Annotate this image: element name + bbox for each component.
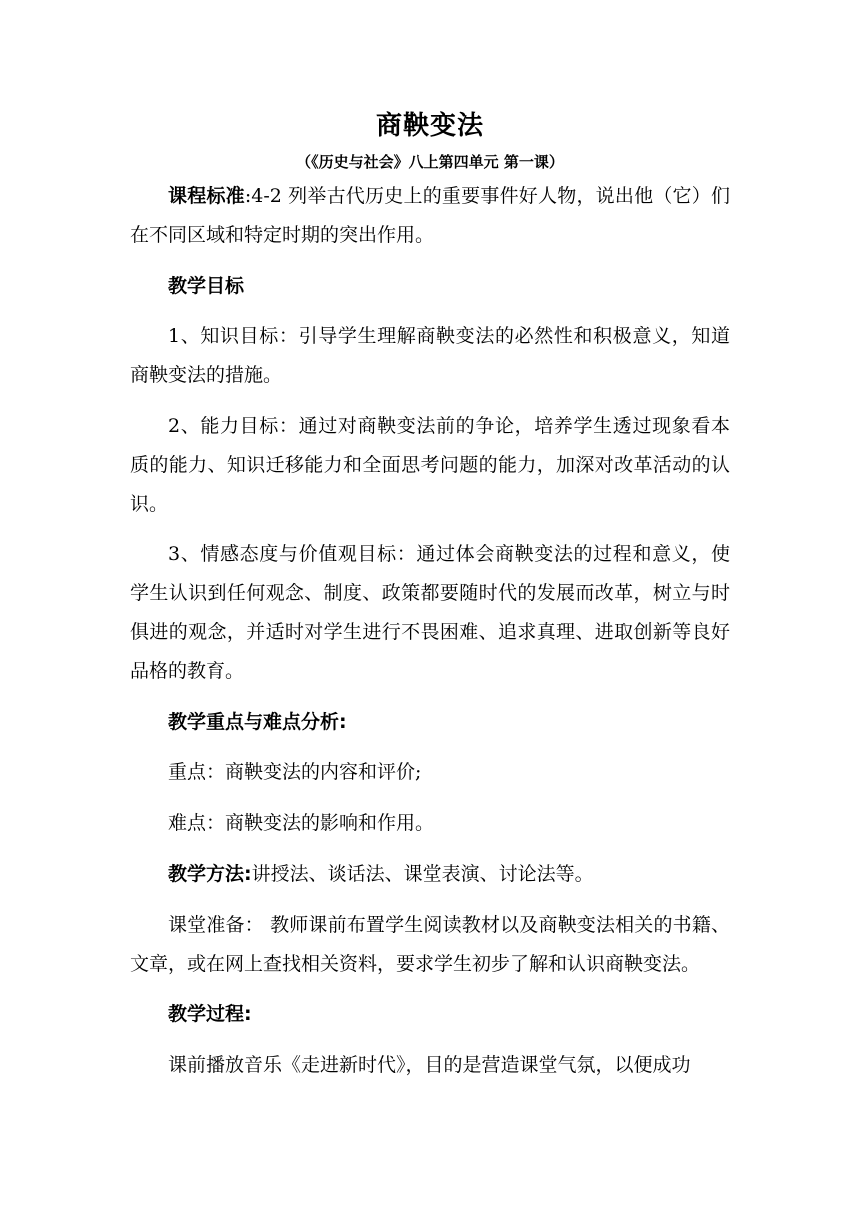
- goal-attitude: 3、情感态度与价值观目标：通过体会商鞅变法的过程和意义，使学生认识到任何观念、制度、政策都要随时代的发展而改革，树立与时俱进的观念，并适时对学生进行不畏困难、追求真理、进取创新等良好品格的教育。: [130, 543, 730, 682]
- document-subtitle: （《历史与社会》八上第四单元 第一课）: [296, 153, 564, 171]
- methods-paragraph: [130, 855, 730, 894]
- goal-knowledge: 1、知识目标：引导学生理解商鞅变法的必然性和积极意义，知道商鞅变法的措施。: [130, 325, 730, 387]
- process-paragraph: 课前播放音乐《走进新时代》，目的是营造课堂气氛，以便成功: [168, 1054, 691, 1077]
- document-title: 商鞅变法: [375, 111, 484, 141]
- teaching-goals-heading: 教学目标: [168, 274, 245, 297]
- process-heading: 教学过程:: [168, 1003, 252, 1026]
- methods-text: 讲授法、谈话法、课堂表演、讨论法等。: [251, 862, 594, 885]
- document-body: [130, 177, 730, 1085]
- key-point: 重点：商鞅变法的内容和评价;: [168, 761, 422, 784]
- difficult-point: 难点：商鞅变法的影响和作用。: [168, 812, 435, 835]
- curriculum-standard-paragraph: [130, 177, 730, 255]
- curriculum-standard-text: :4-2 列举古代历史上的重要事件好人物，说出他（它）们在不同区域和特定时期的突出作用。: [130, 185, 730, 246]
- curriculum-standard-label: 课程标准: [168, 185, 245, 207]
- methods-label: 教学方法:: [168, 862, 252, 885]
- preparation-paragraph: 课堂准备： 教师课前布置学生阅读教材以及商鞅变法相关的书籍、文章，或在网上查找相关资料，要求学生初步了解和认识商鞅变法。: [130, 913, 730, 975]
- goal-ability: 2、能力目标：通过对商鞅变法前的争论，培养学生透过现象看本质的能力、知识迁移能力和全面思考问题的能力，加深对改革活动的认识。: [130, 414, 730, 515]
- key-points-heading: 教学重点与难点分析:: [168, 710, 347, 733]
